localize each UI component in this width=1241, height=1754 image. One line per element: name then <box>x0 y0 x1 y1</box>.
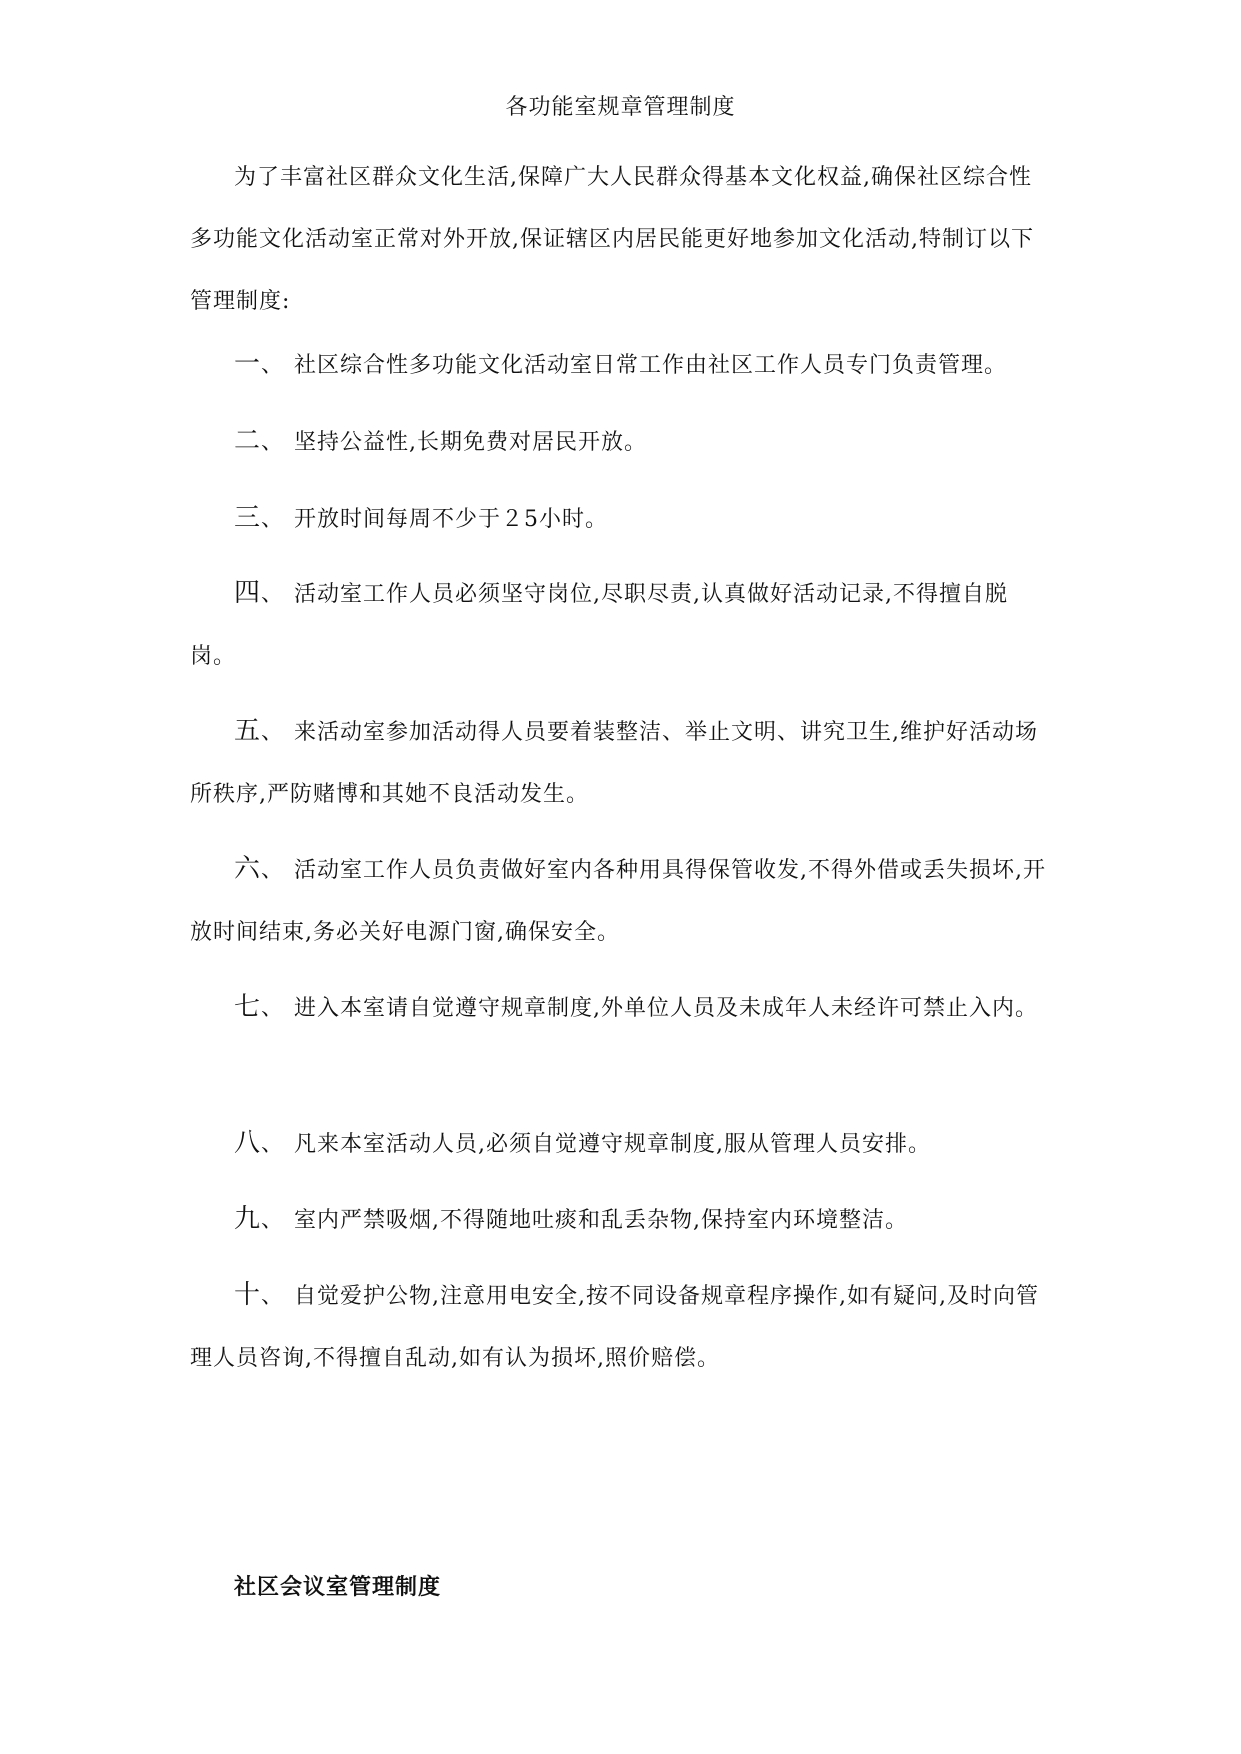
rule-item-2 <box>190 410 1050 474</box>
rule-text: 社区综合性多功能文化活动室日常工作由社区工作人员专门负责管理。 <box>294 353 1008 378</box>
section-heading: 社区会议室管理制度 <box>234 1574 442 1600</box>
rule-separator: 、 <box>261 858 285 883</box>
rule-text: 来活动室参加活动得人员要着装整洁、举止文明、讲究卫生,维护好活动场所秩序,严防赌博和其她不良活动发生。 <box>190 720 1039 807</box>
rule-item-9 <box>190 1188 1050 1252</box>
rule-number: 十 <box>234 1280 262 1310</box>
rule-number: 二 <box>234 426 262 456</box>
rule-separator: 、 <box>261 1284 285 1309</box>
rule-separator: 、 <box>261 507 285 532</box>
rule-number: 四 <box>234 578 262 608</box>
rule-separator: 、 <box>261 582 285 607</box>
rule-separator: 、 <box>261 1208 285 1233</box>
rule-number: 三 <box>234 503 262 533</box>
rule-item-6 <box>190 838 1050 964</box>
rule-item-10 <box>190 1264 1050 1390</box>
rule-number: 七 <box>234 992 262 1022</box>
rule-separator: 、 <box>261 430 285 455</box>
rule-number: 一 <box>234 349 262 379</box>
document-title: 各功能室规章管理制度 <box>505 95 736 120</box>
rule-text: 自觉爱护公物,注意用电安全,按不同设备规章程序操作,如有疑问,及时向管理人员咨询,不得擅自乱动,如有认为损坏,照价赔偿。 <box>190 1284 1040 1371</box>
rule-text: 开放时间每周不少于２5小时。 <box>294 507 609 532</box>
rule-number: 六 <box>234 854 262 884</box>
intro-paragraph: 为了丰富社区群众文化生活,保障广大人民群众得基本文化权益,确保社区综合性多功能文化活动室正常对外开放,保证辖区内居民能更好地参加文化活动,特制订以下管理制度: <box>190 165 1034 314</box>
rule-item-3 <box>190 487 1050 551</box>
rule-separator: 、 <box>261 720 285 745</box>
rule-text: 坚持公益性,长期免费对居民开放。 <box>294 430 648 455</box>
rule-item-7 <box>190 976 1050 1040</box>
rule-text: 活动室工作人员负责做好室内各种用具得保管收发,不得外借或丢失损坏,开放时间结束,务必关好电源门窗,确保安全。 <box>190 858 1047 945</box>
rule-item-5 <box>190 700 1050 826</box>
rule-separator: 、 <box>261 1132 285 1157</box>
rule-text: 凡来本室活动人员,必须自觉遵守规章制度,服从管理人员安排。 <box>294 1132 932 1157</box>
rule-number: 八 <box>234 1128 262 1158</box>
rule-separator: 、 <box>261 996 285 1021</box>
rule-text: 活动室工作人员必须坚守岗位,尽职尽责,认真做好活动记录,不得擅自脱岗。 <box>190 582 1009 669</box>
rule-number: 九 <box>234 1204 262 1234</box>
rule-item-1 <box>190 333 1050 397</box>
rule-text: 进入本室请自觉遵守规章制度,外单位人员及未成年人未经许可禁止入内。 <box>294 996 1039 1021</box>
rule-text: 室内严禁吸烟,不得随地吐痰和乱丢杂物,保持室内环境整洁。 <box>294 1208 909 1233</box>
rule-item-4 <box>190 562 1050 688</box>
rule-item-8 <box>190 1112 1050 1176</box>
rule-number: 五 <box>234 716 262 746</box>
rule-separator: 、 <box>261 353 285 378</box>
